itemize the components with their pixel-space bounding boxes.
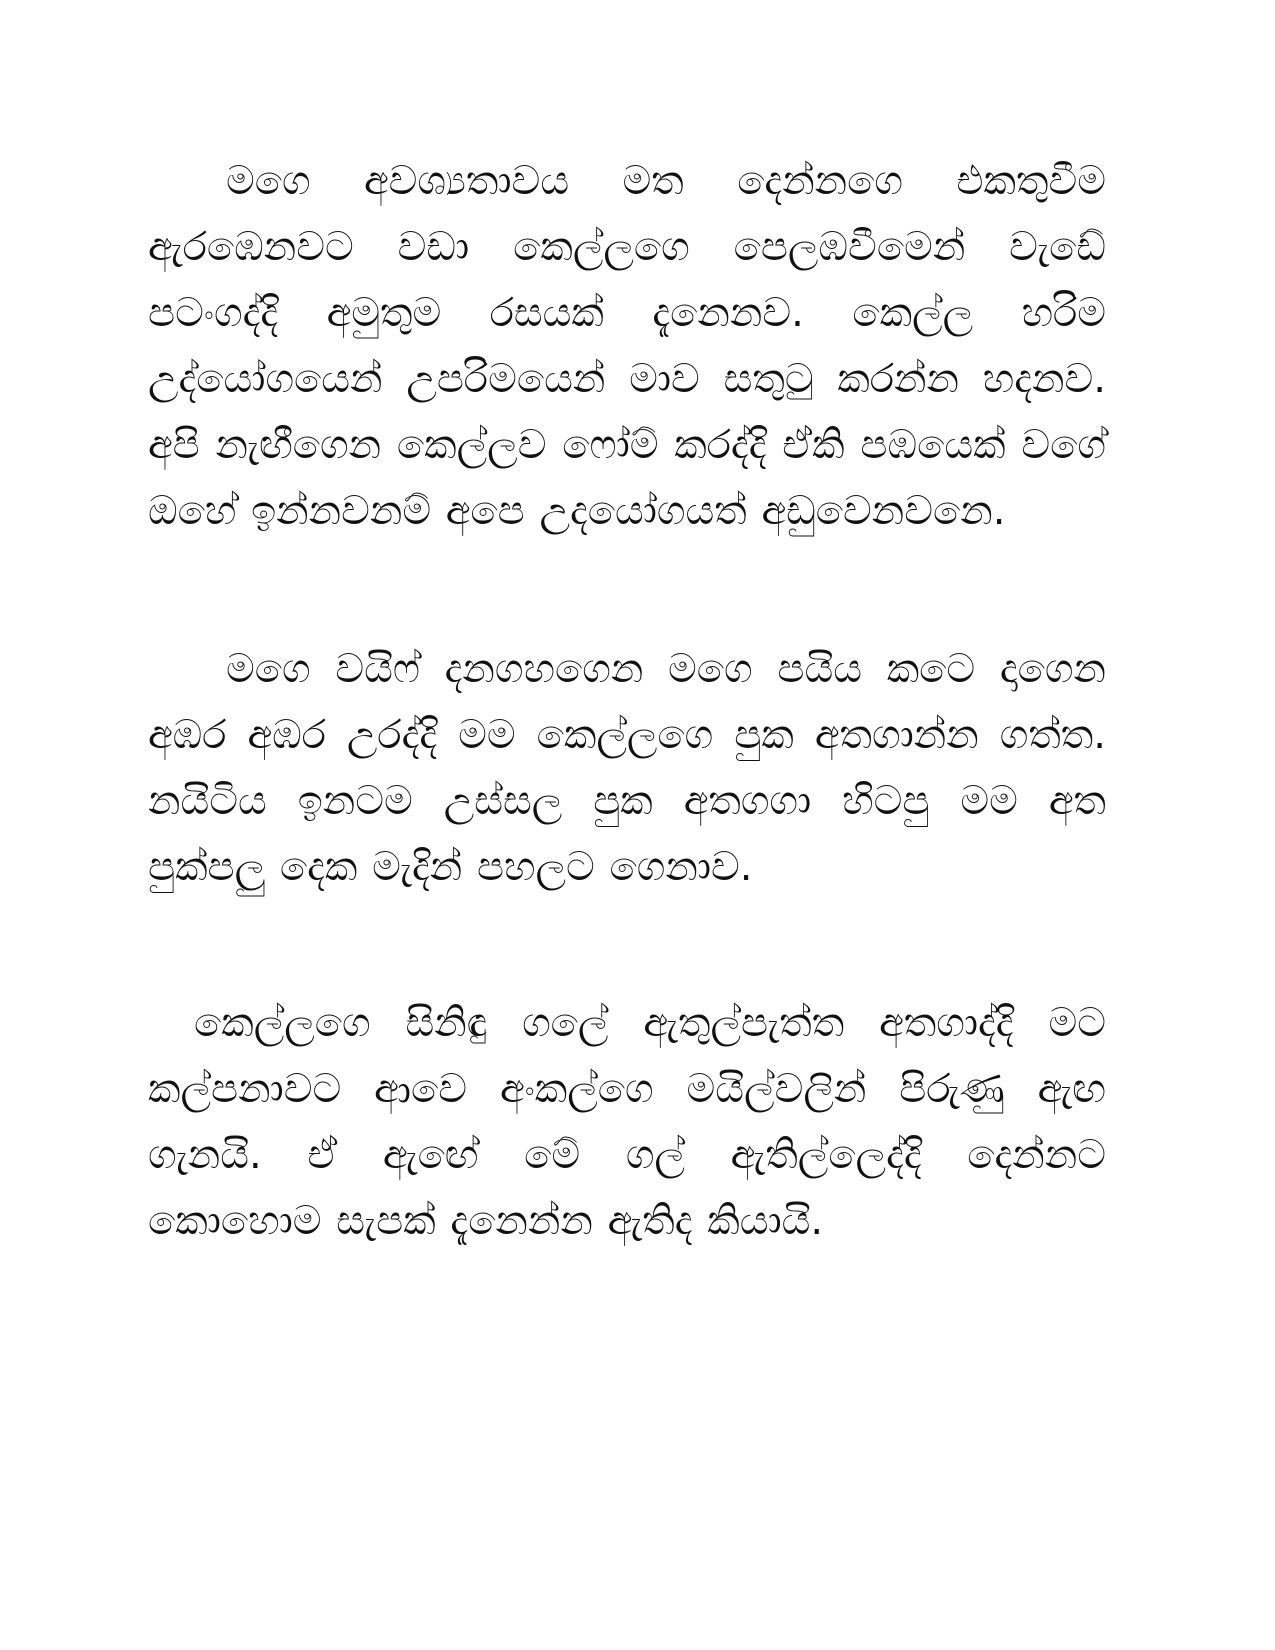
paragraph-1: මගෙ අවශ්‍යතාවය මත දෙන්නගෙ එකතුවීම ඇරඹෙනවට වඩා කෙල්ලගෙ පෙලඹවීමෙන් වැඩේ පටංගද්දි අමුතුම රසයක් දැනෙනව. කෙල්ල හරිම උද්යෝගයෙන් උපරිමයෙන් මාව සතුටු කරන්න හදනව. අපි නැඟීගෙන කෙල්ලව ෆෝම් කරද්දි ඒකි පඹයෙක් වගේ ඔහේ ඉන්නවනම් අපෙ උදයෝගයත් අඩුවෙනවනෙ.: [148, 158, 1106, 534]
paragraph-3: කෙල්ලගෙ සිනිඳු ගලේ ඇතුල්පැත්ත අතගාද්දි මට කල්පනාවට ආවෙ අංකල්ගෙ මයිල්වලින් පිරුණු ඇඟ ගැනයි. ඒ ඇඟේ මේ ගල් ඇතිල්ලෙද්දි දෙන්නට කොහොම සැපක් දැනෙන්න ඇතිද කියායි.: [148, 1000, 1106, 1244]
paragraph-2: මගෙ වයිෆ් දනගහගෙන මගෙ පයිය කටෙ දාගෙන අඹර අඹර උරද්දි මම කෙල්ලගෙ පුක අතගාන්න ගත්ත. නයිටිය ඉනටම උස්සල පුක අතගගා හිටපු මම අත පුක්පලු දෙක මැදින් පහලට ගෙනාව.: [148, 646, 1106, 890]
